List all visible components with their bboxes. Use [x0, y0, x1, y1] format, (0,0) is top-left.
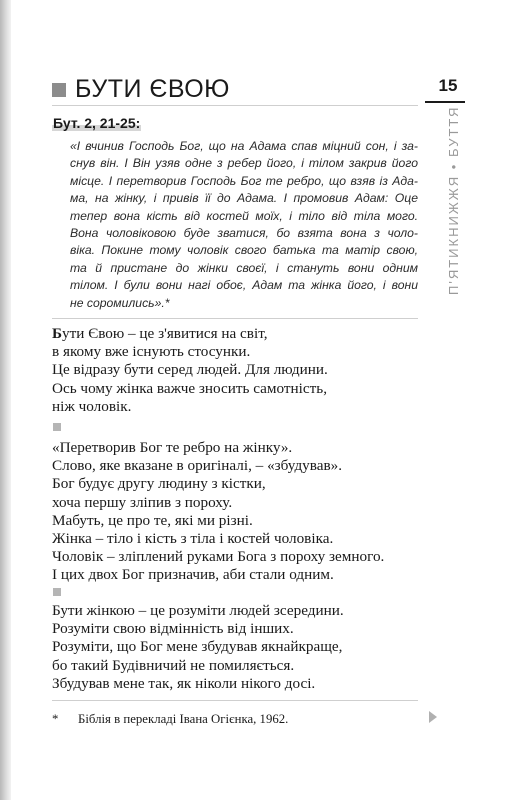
quote-line: ма, на жінку, і привів її до Адама. І промовив Адам: Оце	[70, 191, 418, 206]
quote-line: «І вчинив Господь Бог, що на Адама спав міцний сон, і за-	[70, 139, 418, 153]
poem-line: «Перетворив Бог те ребро на жінку».	[52, 439, 293, 456]
poem-line: хоча першу зліпив з пороху.	[52, 493, 233, 511]
quote-line: Вона чоловіковою буде зватися, бо взята вона з чоло-	[70, 226, 418, 241]
book-spine-shadow	[0, 0, 11, 800]
poem-line: Це відразу бути серед людей. Для людини.	[52, 361, 328, 379]
quote-line: місце. І перетворив Господь Бог те ребро, що взяв із Ада-	[70, 173, 418, 188]
quote-line: не соромились».*	[70, 295, 170, 310]
next-page-arrow-icon	[429, 711, 437, 723]
poem-line: Жінка – тіло і кість з тіла і костей чоловіка.	[52, 530, 334, 548]
poem-line: І цих двох Бог призначив, аби стали одним.	[52, 566, 334, 584]
stanza-marker	[53, 588, 61, 596]
poem-line: Бог будує другу людину з кістки,	[52, 475, 266, 493]
title-divider	[52, 105, 418, 106]
poem-line: Розуміти свою відмінність від інших.	[52, 620, 294, 638]
first-line-rest: ути Євою – це з'явитися на світ,	[62, 325, 268, 342]
stanza-1	[52, 325, 422, 416]
footnote-text: Біблія в перекладі Івана Огієнка, 1962.	[78, 712, 289, 726]
quote-line: снув він. І Він узяв одне з ребер його, і тілом закрив його	[70, 156, 418, 171]
footnote-mark: *	[52, 712, 59, 726]
quote-line: тілом. І були вони нагі обоє, Адам та жінка його, і вони	[70, 278, 418, 293]
scripture-quote	[70, 138, 418, 312]
poem-line: Ось чому жінка важче зносить самотність,	[52, 379, 327, 397]
quote-line: тепер вона кість від костей моїх, і тіло від тіла мого.	[70, 208, 418, 223]
page-number: 15	[438, 76, 458, 95]
page-number-underline	[425, 101, 465, 103]
poem-line: Чоловік – зліплений руками Бога з пороху земного.	[52, 548, 385, 566]
poem-line: Мабуть, це про те, які ми різні.	[52, 511, 253, 529]
stanza-2	[52, 439, 422, 585]
stanza-marker	[53, 423, 61, 431]
footnote	[52, 712, 288, 727]
page-title: БУТИ ЄВОЮ	[75, 75, 230, 103]
scripture-reference: Бут. 2, 21-25:	[53, 115, 141, 131]
poem-line	[52, 325, 422, 343]
quote-line: віка. Покине тому чоловік свого батька та матір свою,	[70, 243, 418, 258]
poem-line: Слово, яке вказане в оригіналі, – «збудував».	[52, 457, 343, 475]
drop-letter: Б	[52, 325, 63, 342]
poem-line: Бути жінкою – це розуміти людей зсередини.	[52, 602, 344, 619]
footnote-divider	[52, 700, 418, 701]
title-row	[52, 75, 230, 104]
title-square-marker	[52, 83, 66, 97]
poem-line: Збудував мене так, як ніколи нікого досі.	[52, 674, 316, 692]
poem-line: ніж чоловік.	[52, 397, 132, 415]
quote-line: та й пристане до жінки своєї, і стануть вони одним	[70, 260, 418, 275]
poem-line: Розуміти, що Бог мене збудував якнайкраще,	[52, 638, 343, 656]
running-head: П'ЯТИКНИЖЖЯ • БУТТЯ	[446, 105, 461, 295]
poem-line: в якому вже існують стосунки.	[52, 343, 251, 361]
stanza-3	[52, 602, 422, 693]
poem-line: бо такий Будівничий не помиляється.	[52, 656, 295, 674]
section-divider	[52, 318, 418, 319]
